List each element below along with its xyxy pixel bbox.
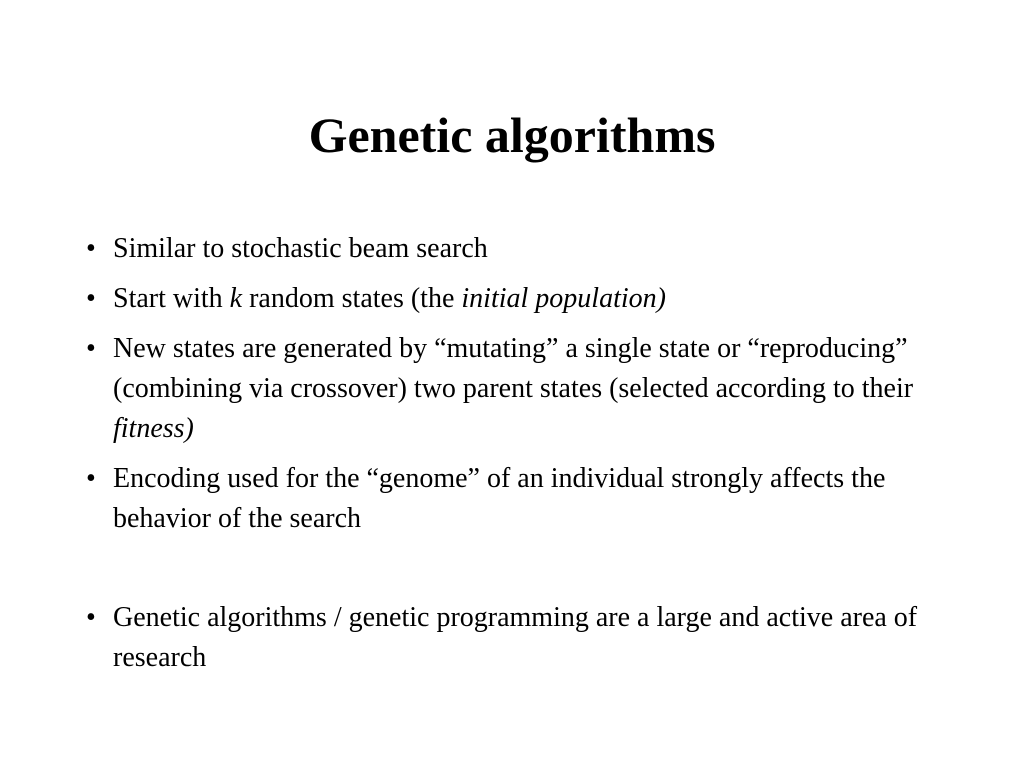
bullet-text-italic: initial population) bbox=[461, 283, 666, 314]
bullet-item bbox=[86, 459, 926, 539]
bullet-text-part: random states (the bbox=[242, 283, 462, 314]
bullet-item bbox=[86, 279, 926, 319]
bullet-text-italic: fitness) bbox=[113, 413, 194, 444]
bullet-text: Similar to stochastic beam search bbox=[113, 233, 488, 264]
bullet-item bbox=[86, 598, 926, 678]
bullet-text-italic: k bbox=[229, 283, 243, 314]
bullet-dot-icon: • bbox=[86, 283, 96, 314]
bullet-text-part: New states are generated by “mutating” a single state or “reproducing” (combining via crossover) two parent states (selected according to their bbox=[113, 333, 914, 404]
bullet-dot-icon: • bbox=[86, 233, 96, 264]
bullet-dot-icon: • bbox=[86, 463, 96, 494]
bullet-text bbox=[113, 329, 926, 449]
bullet-item bbox=[86, 329, 926, 449]
bullet-text-part: Start with bbox=[113, 283, 230, 314]
bullet-dot-icon: • bbox=[86, 333, 96, 364]
bullet-text: Genetic algorithms / genetic programming are a large and active area of research bbox=[113, 602, 918, 673]
bullet-item bbox=[86, 229, 926, 269]
bullet-text bbox=[113, 279, 926, 319]
bullet-dot-icon: • bbox=[86, 602, 96, 633]
slide-title: Genetic algorithms bbox=[308, 107, 716, 163]
bullet-text: Encoding used for the “genome” of an individual strongly affects the behavior of the search bbox=[113, 463, 886, 534]
